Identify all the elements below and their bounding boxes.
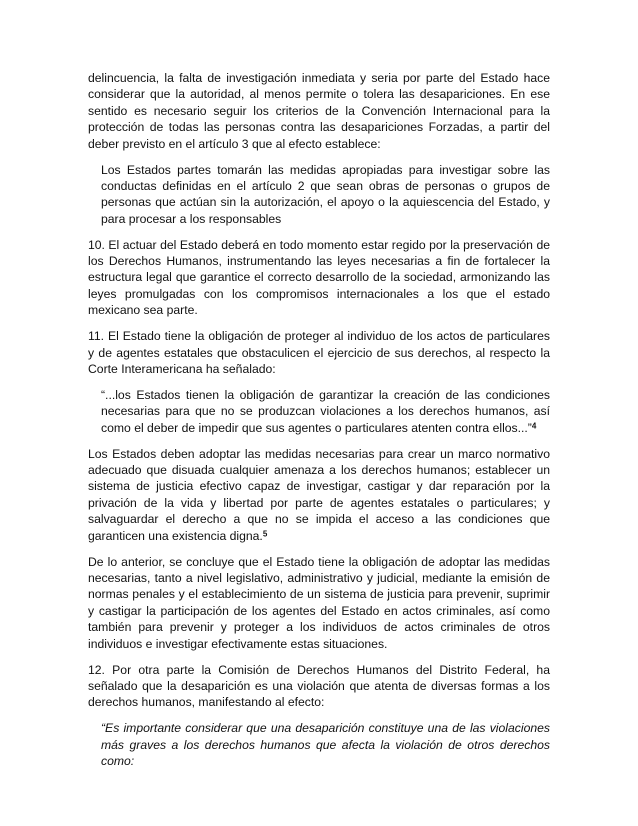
quote-corte-text: “...los Estados tienen la obligación de garantizar la creación de las condiciones necesarias para que no se produzcan violaciones a los derechos humanos, así como el deber de impedir que sus agentes o particulares atenten contra ellos...” — [101, 387, 550, 435]
footnote-ref-5[interactable]: 5 — [262, 529, 268, 539]
quote-cdhdf: “Es importante considerar que una desaparición constituye una de las violaciones más graves a los derechos humanos que afecta la violación de otros derechos como: — [101, 721, 550, 769]
document-page — [88, 70, 550, 769]
paragraph-10: 10. El actuar del Estado deberá en todo momento estar regido por la preservación de los Derechos Humanos, instrumentando las leyes necesarias a fin de fortalecer la estructura legal que garantice el correcto desarrollo de la sociedad, armonizando las leyes promulgadas con los compromisos internacionales a los que el estado mexicano sea parte. — [88, 237, 550, 318]
footnote-ref-4[interactable]: 4 — [531, 421, 537, 431]
quote-convention-article-3: Los Estados partes tomarán las medidas apropiadas para investigar sobre las conductas definidas en el artículo 2 que sean obras de personas o grupos de personas que actúan sin la autorización, el apoyo o la aquiescencia del Estado, y para procesar a los responsables — [101, 162, 550, 226]
paragraph-conclusion: De lo anterior, se concluye que el Estado tiene la obligación de adoptar las medidas necesarias, tanto a nivel legislativo, administrativo y judicial, mediante la emisión de normas penales y el establecimiento de un sistema de justicia para prevenir, suprimir y castigar la participación de los agentes del Estado en actos criminales, así como también para prevenir y proteger a los individuos de actos criminales de otros individuos e investigar efectivamente estas situaciones. — [88, 554, 550, 651]
paragraph-estados-text: Los Estados deben adoptar las medidas necesarias para crear un marco normativo adecuado que disuada cualquier amenaza a los derechos humanos; establecer un sistema de justicia efectivo capaz de investigar, castigar y dar reparación por la privación de la vida y libertad por parte de agentes estatales o particulares; y salvaguardar el derecho a que no se impida el acceso a las condiciones que garanticen una existencia digna. — [88, 446, 550, 543]
paragraph-11: 11. El Estado tiene la obligación de proteger al individuo de los actos de particulares y de agentes estatales que obstaculicen el ejercicio de sus derechos, al respecto la Corte Interamericana ha señalado: — [88, 329, 550, 376]
paragraph-12: 12. Por otra parte la Comisión de Derechos Humanos del Distrito Federal, ha señalado que la desaparición es una violación que atenta de diversas formas a los derechos humanos, manifestando al efecto: — [88, 662, 550, 710]
paragraph-estados — [88, 446, 550, 544]
quote-corte-interamericana — [88, 387, 550, 436]
paragraph-intro: delincuencia, la falta de investigación inmediata y seria por parte del Estado hace considerar que la autoridad, al menos permite o tolera las desapariciones. En ese sentido es necesario seguir los criterios de la Convención Internacional para la protección de todas las personas contra las desapariciones Forzadas, a partir del deber previsto en el artículo 3 que al efecto establece: — [88, 71, 550, 151]
